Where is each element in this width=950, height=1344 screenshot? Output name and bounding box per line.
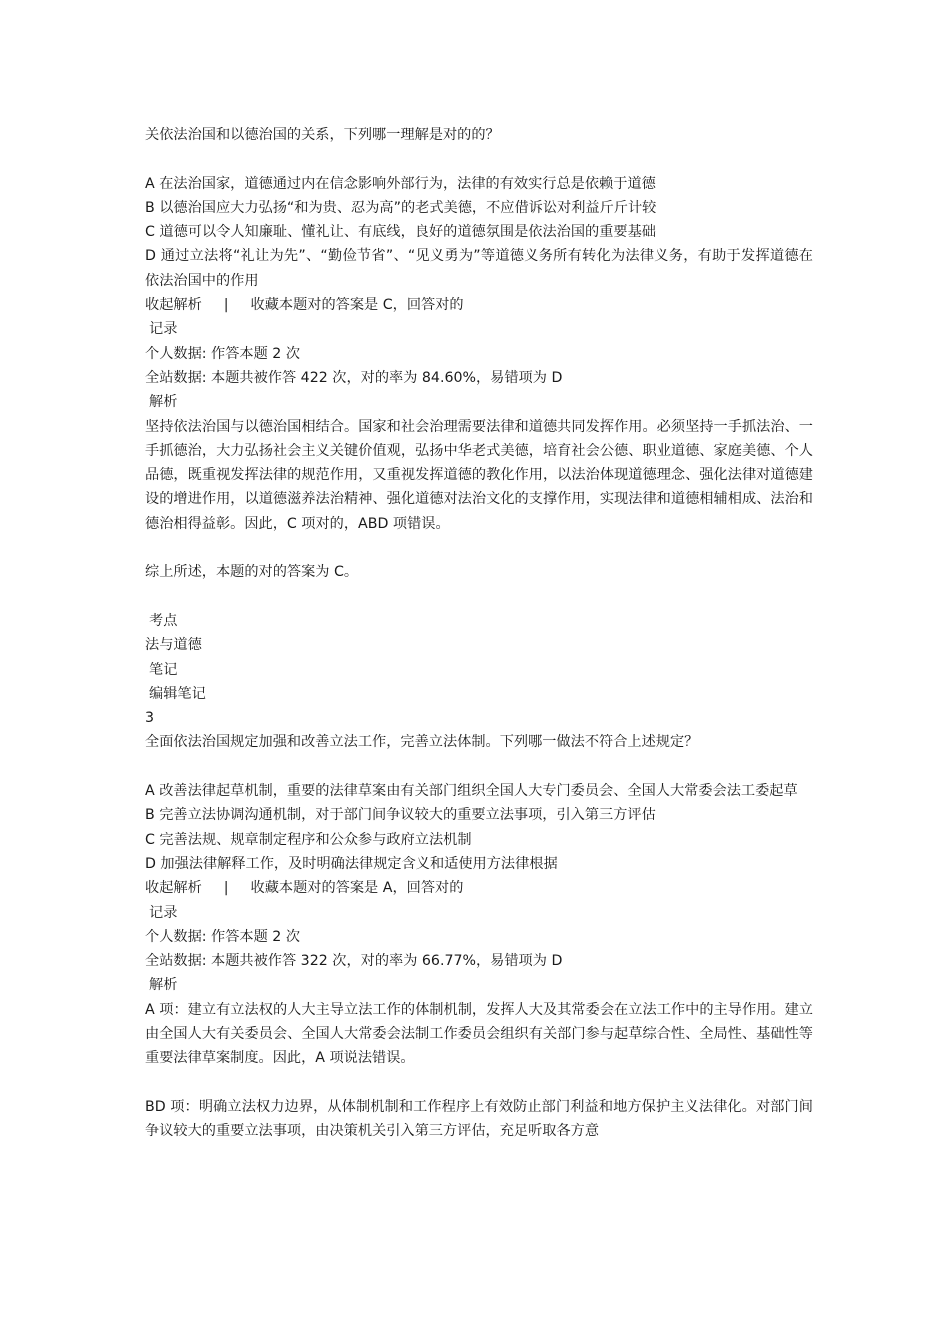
option-b: B 以德治国应大力弘扬“和为贵、忍为高”的老式美德，不应借诉讼对利益斤斤计较 (145, 199, 657, 216)
record-label: 记录 (149, 321, 178, 338)
analysis-label: 解析 (149, 977, 178, 994)
option-a: A 改善法律起草机制，重要的法律草案由有关部门组织全国人大专门委员会、全国人大常委会法工委起草 (145, 783, 798, 800)
analysis-text: A 项：建立有立法权的人大主导立法工作的体制机制，发挥人大及其常委会在立法工作中的主导作用。建立由全国人大有关委员会、全国人大常委会法制工作委员会组织有关部门参与起草综合性、全局性、基础性等重要法律草案制度。因此，A 项说法错误。 (145, 1001, 813, 1067)
topic-label: 考点 (149, 612, 178, 629)
analysis-summary: 综上所述，本题的对的答案为 C。 (145, 564, 359, 581)
personal-stats: 个人数据: 作答本题 2 次 (145, 928, 301, 945)
collapse-analysis-link[interactable]: 收起解析 (145, 880, 202, 897)
personal-stats: 个人数据: 作答本题 2 次 (145, 345, 301, 362)
separator: | (223, 880, 229, 897)
document-content (145, 123, 813, 1143)
answer-row (145, 293, 813, 317)
question-stem: 全面依法治国规定加强和改善立法工作，完善立法体制。下列哪一做法不符合上述规定？ (145, 734, 699, 751)
answer-row (145, 876, 813, 900)
analysis-label: 解析 (149, 394, 178, 411)
option-c: C 道德可以令人知廉耻、懂礼让、有底线，良好的道德氛围是依法治国的重要基础 (145, 224, 656, 241)
separator: | (223, 297, 229, 314)
site-stats: 全站数据: 本题共被作答 422 次，对的率为 84.60%，易错项为 D (145, 369, 563, 386)
option-a: A 在法治国家，道德通过内在信念影响外部行为，法律的有效实行总是依赖于道德 (145, 175, 656, 192)
option-c: C 完善法规、规章制定程序和公众参与政府立法机制 (145, 831, 472, 848)
topic-value: 法与道德 (145, 637, 202, 654)
question-number: 3 (145, 710, 155, 727)
option-b: B 完善立法协调沟通机制，对于部门间争议较大的重要立法事项，引入第三方评估 (145, 807, 656, 824)
option-d: D 通过立法将“礼让为先”、“勤俭节省”、“见义勇为”等道德义务所有转化为法律义务，有助于发挥道德在依法治国中的作用 (145, 248, 813, 289)
note-label: 笔记 (149, 661, 178, 678)
answer-line: 收藏本题对的答案是 C，回答对的 (250, 297, 464, 314)
option-d: D 加强法律解释工作，及时明确法律规定含义和适使用方法律根据 (145, 855, 558, 872)
answer-line: 收藏本题对的答案是 A，回答对的 (250, 880, 464, 897)
analysis-text-bd: BD 项：明确立法权力边界，从体制机制和工作程序上有效防止部门利益和地方保护主义法律化。对部门间争议较大的重要立法事项，由决策机关引入第三方评估，充足听取各方意 (145, 1098, 813, 1140)
analysis-text: 坚持依法治国与以德治国相结合。国家和社会治理需要法律和道德共同发挥作用。必须坚持一手抓法治、一手抓德治，大力弘扬社会主义关键价值观，弘扬中华老式美德，培育社会公德、职业道德、家庭美德、个人品德，既重视发挥法律的规范作用，又重视发挥道德的教化作用，以法治体现道德理念、强化法律对道德建设的增进作用，以道德滋养法治精神、强化道德对法治文化的支撑作用，实现法律和道德相辅相成、法治和德治相得益彰。因此，C 项对的，ABD 项错误。 (145, 418, 813, 532)
question-stem: 关依法治国和以德治国的关系，下列哪一理解是对的的？ (145, 127, 500, 143)
site-stats: 全站数据: 本题共被作答 322 次，对的率为 66.77%，易错项为 D (145, 953, 563, 970)
collapse-analysis-link[interactable]: 收起解析 (145, 297, 202, 314)
record-label: 记录 (149, 904, 178, 921)
edit-note-link[interactable]: 编辑笔记 (149, 685, 206, 702)
